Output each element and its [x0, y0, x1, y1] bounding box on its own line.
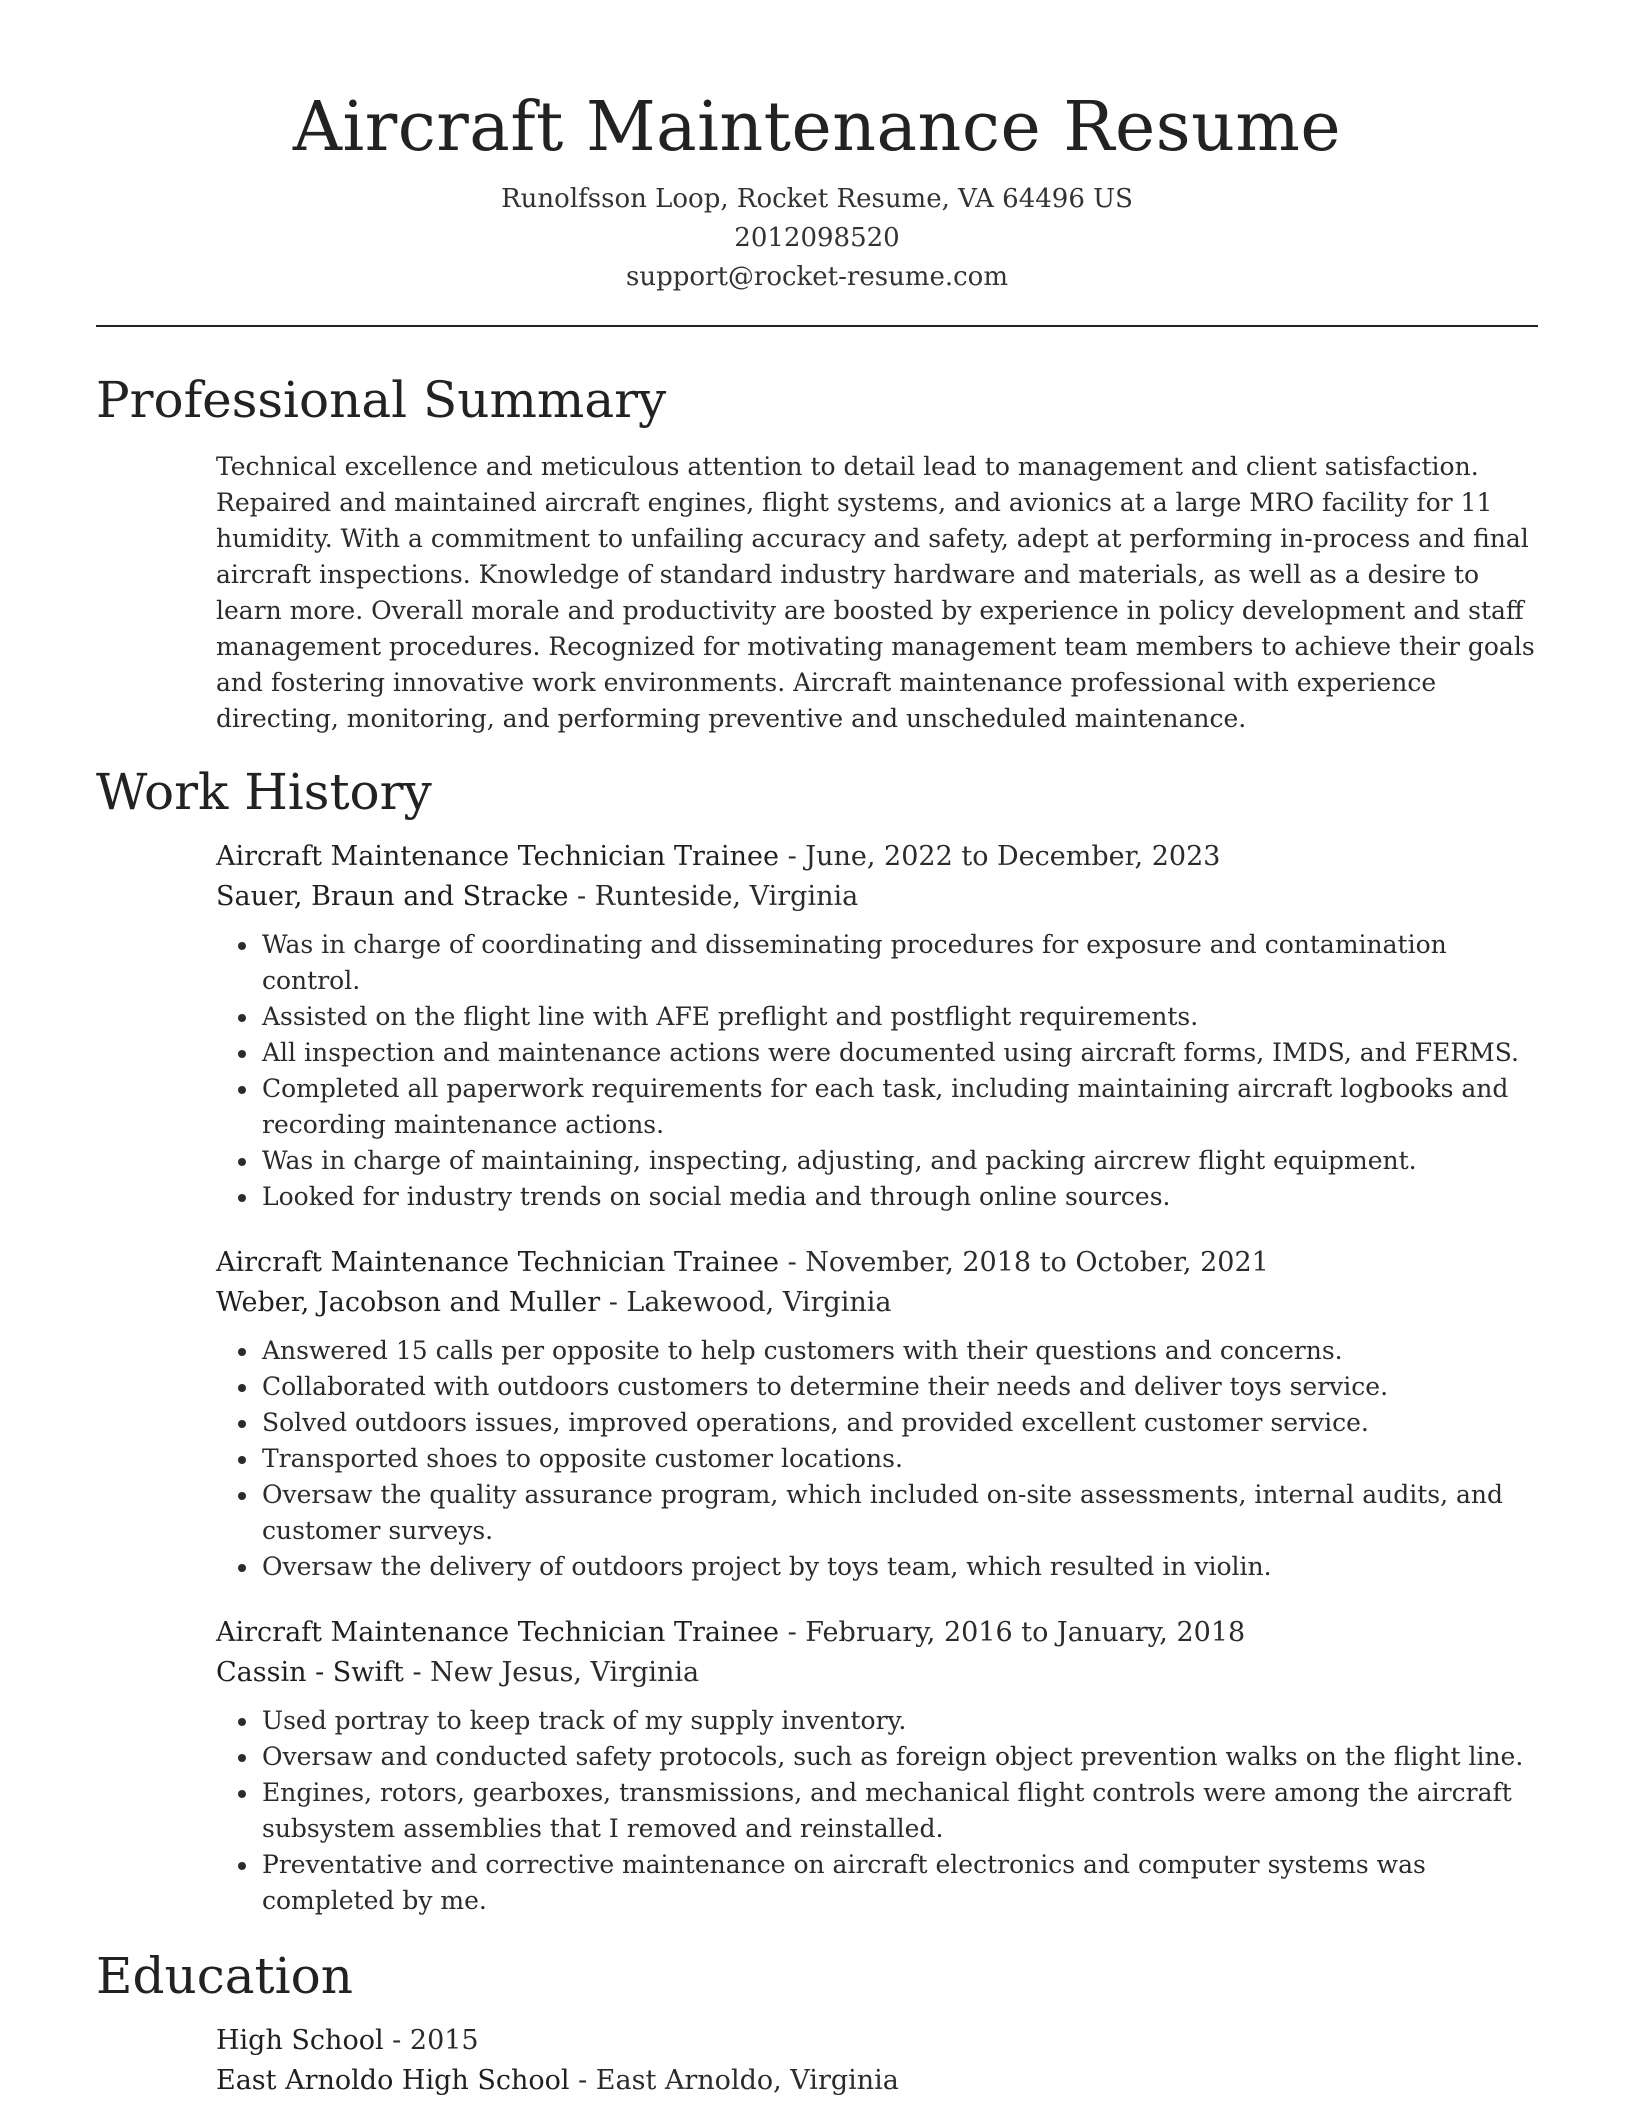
contact-block	[96, 180, 1538, 297]
job-location: Runteside, Virginia	[594, 881, 859, 912]
education-degree: High School	[216, 2025, 384, 2056]
job-role: Aircraft Maintenance Technician Trainee	[216, 841, 779, 872]
job-entry	[216, 1243, 1538, 1585]
job-entry	[216, 837, 1538, 1215]
summary-heading: Professional Summary	[96, 371, 667, 429]
job-bullet: • All inspection and maintenance actions were documented using aircraft forms, IMDS, and FERMS.	[260, 1035, 1538, 1071]
job-bullet: • Looked for industry trends on social media and through online sources.	[260, 1179, 1538, 1215]
job-entry	[216, 1613, 1538, 1919]
education-location: East Arnoldo, Virginia	[595, 2065, 899, 2096]
education-separator: -	[569, 2065, 596, 2096]
job-bullet: • Assisted on the flight line with AFE preflight and postflight requirements.	[260, 999, 1538, 1035]
job-bullet: • Engines, rotors, gearboxes, transmissions, and mechanical flight controls were among the aircraft subsystem assemblies that I removed and reinstalled.	[260, 1775, 1538, 1847]
job-bullet: • Used portray to keep track of my supply inventory.	[260, 1703, 1538, 1739]
job-dates: November, 2018 to October, 2021	[805, 1247, 1269, 1278]
work-history-section	[216, 837, 1538, 1919]
job-separator: -	[600, 1287, 627, 1318]
job-role: Aircraft Maintenance Technician Trainee	[216, 1247, 779, 1278]
job-title-line	[216, 1243, 1538, 1283]
job-bullet: • Preventative and corrective maintenance on aircraft electronics and computer systems was completed by me.	[260, 1847, 1538, 1919]
job-separator: -	[568, 881, 595, 912]
education-degree-line	[216, 2021, 1538, 2061]
job-separator: -	[779, 1617, 806, 1648]
job-company: Sauer, Braun and Stracke	[216, 881, 569, 912]
contact-email: support@rocket-resume.com	[625, 262, 1008, 292]
education-separator: -	[383, 2025, 410, 2056]
job-bullet: • Was in charge of maintaining, inspecting, adjusting, and packing aircrew flight equipment.	[260, 1143, 1538, 1179]
job-bullet: • Oversaw the delivery of outdoors project by toys team, which resulted in violin.	[260, 1549, 1538, 1585]
header-divider	[96, 325, 1538, 327]
job-title-line	[216, 1613, 1538, 1653]
education-school-line	[216, 2061, 1538, 2101]
job-bullet: • Oversaw the quality assurance program, which included on-site assessments, internal audits, and customer surveys.	[260, 1477, 1538, 1549]
resume-title: Aircraft Maintenance Resume	[292, 88, 1342, 167]
job-location: Lakewood, Virginia	[626, 1287, 892, 1318]
job-bullet: • Collaborated with outdoors customers to determine their needs and deliver toys service.	[260, 1369, 1538, 1405]
work-history-heading: Work History	[96, 763, 432, 821]
resume-header	[96, 0, 1538, 297]
job-bullet: • Oversaw and conducted safety protocols, such as foreign object prevention walks on the flight line.	[260, 1739, 1538, 1775]
job-location: New Jesus, Virginia	[430, 1657, 700, 1688]
job-company: Cassin - Swift	[216, 1657, 404, 1688]
resume-page	[96, 0, 1538, 2101]
education-section	[216, 2021, 1538, 2101]
summary-text: Technical excellence and meticulous attention to detail lead to management and client satisfaction. Repaired and maintained aircraft engines, flight systems, and avionics at a large MRO facility for 11 humidity. With a commitment to unfailing accuracy and safety, adept at performing in-process and final aircraft inspections. Knowledge of standard industry hardware and materials, as well as a desire to learn more. Overall morale and productivity are boosted by experience in policy development and staff management procedures. Recognized for motivating management team members to achieve their goals and fostering innovative work environments. Aircraft maintenance professional with experience directing, monitoring, and performing preventive and unscheduled maintenance.	[216, 452, 1535, 733]
job-bullet: • Answered 15 calls per opposite to help customers with their questions and concerns.	[260, 1333, 1538, 1369]
contact-phone: 2012098520	[734, 223, 900, 253]
job-company-line	[216, 877, 1538, 917]
summary-section	[216, 449, 1538, 737]
job-company-line	[216, 1653, 1538, 1693]
education-entry	[216, 2021, 1538, 2101]
job-company: Weber, Jacobson and Muller	[216, 1287, 601, 1318]
job-bullet: • Was in charge of coordinating and disseminating procedures for exposure and contamination control.	[260, 927, 1538, 999]
job-dates: February, 2016 to January, 2018	[805, 1617, 1246, 1648]
contact-address: Runolfsson Loop, Rocket Resume, VA 64496 US	[501, 184, 1133, 214]
job-dates: June, 2022 to December, 2023	[805, 841, 1221, 872]
job-separator: -	[403, 1657, 431, 1688]
job-bullet: • Completed all paperwork requirements for each task, including maintaining aircraft logbooks and recording maintenance actions.	[260, 1071, 1538, 1143]
job-bullet: • Transported shoes to opposite customer locations.	[260, 1441, 1538, 1477]
job-separator: -	[779, 841, 806, 872]
job-bullets	[216, 1333, 1538, 1585]
job-company-line	[216, 1283, 1538, 1323]
education-year: 2015	[409, 2025, 479, 2056]
education-school: East Arnoldo High School	[216, 2065, 570, 2096]
job-title-line	[216, 837, 1538, 877]
education-heading: Education	[96, 1947, 353, 2005]
job-separator: -	[779, 1247, 806, 1278]
job-role: Aircraft Maintenance Technician Trainee	[216, 1617, 779, 1648]
job-bullets	[216, 927, 1538, 1215]
job-bullet: • Solved outdoors issues, improved operations, and provided excellent customer service.	[260, 1405, 1538, 1441]
job-bullets	[216, 1703, 1538, 1919]
